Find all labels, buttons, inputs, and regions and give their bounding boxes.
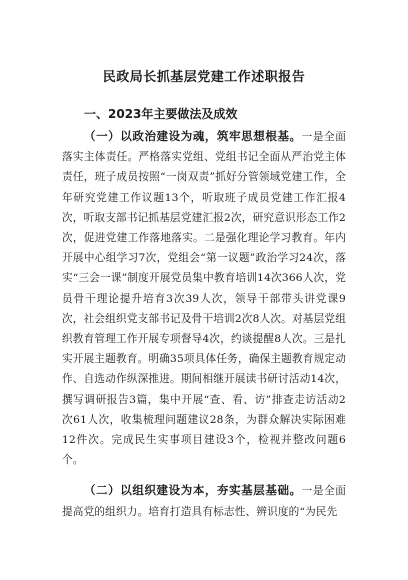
paragraph-lead: （一）以政治建设为魂，筑牢思想根基。 bbox=[84, 129, 302, 143]
document-title: 民政局长抓基层党建工作述职报告 bbox=[102, 70, 306, 85]
paragraph-political-building bbox=[62, 126, 346, 470]
paragraph-lead: （二）以组织建设为本，夯实基层基础。 bbox=[84, 483, 302, 498]
paragraph-organization-building bbox=[62, 480, 346, 521]
paragraph-body: 一是全面提高党的组织力。培育打造具有标志性、辨识度的“为民先 bbox=[62, 485, 346, 518]
paragraph-body: 一是全面落实主体责任。严格落实党组、党组书记全面从严治党主体责任，班子成员按照“一岗双责”抓好分管领域党建工作，全年研究党建工作议题13个，听取班子成员党建工作汇报4次，听取支部书记抓基层党建汇报2次，研究意识形态工作2次，促进党建工作落地落实。二是强化理论学习教育。年内开展中心组学习7次，党组会“第一议题”政治学习24次，落实“三会一课”制度开展党员集中教育培训14次366人次，党员骨干理论提升培育3次39人次，领导干部带头讲党课9次，社会组织党支部书记及骨干培训2次8人次。对基层党组织教育管理工作开展专项督导4次，约谈提醒8人次。三是扎实开展主题教育。明确35项具体任务，确保主题教育规定动作、自选动作纵深推进。期间相继开展读书研讨活动14次，撰写调研报告3篇，集中开展“查、看、访”排查走访活动2次61人次，收集梳理问题建议28条，为群众解决实际困难12件次。完成民生实事项目建设3个，检视并整改问题6个。 bbox=[62, 131, 346, 467]
section-heading: 一、2023年主要做法及成效 bbox=[84, 107, 238, 121]
